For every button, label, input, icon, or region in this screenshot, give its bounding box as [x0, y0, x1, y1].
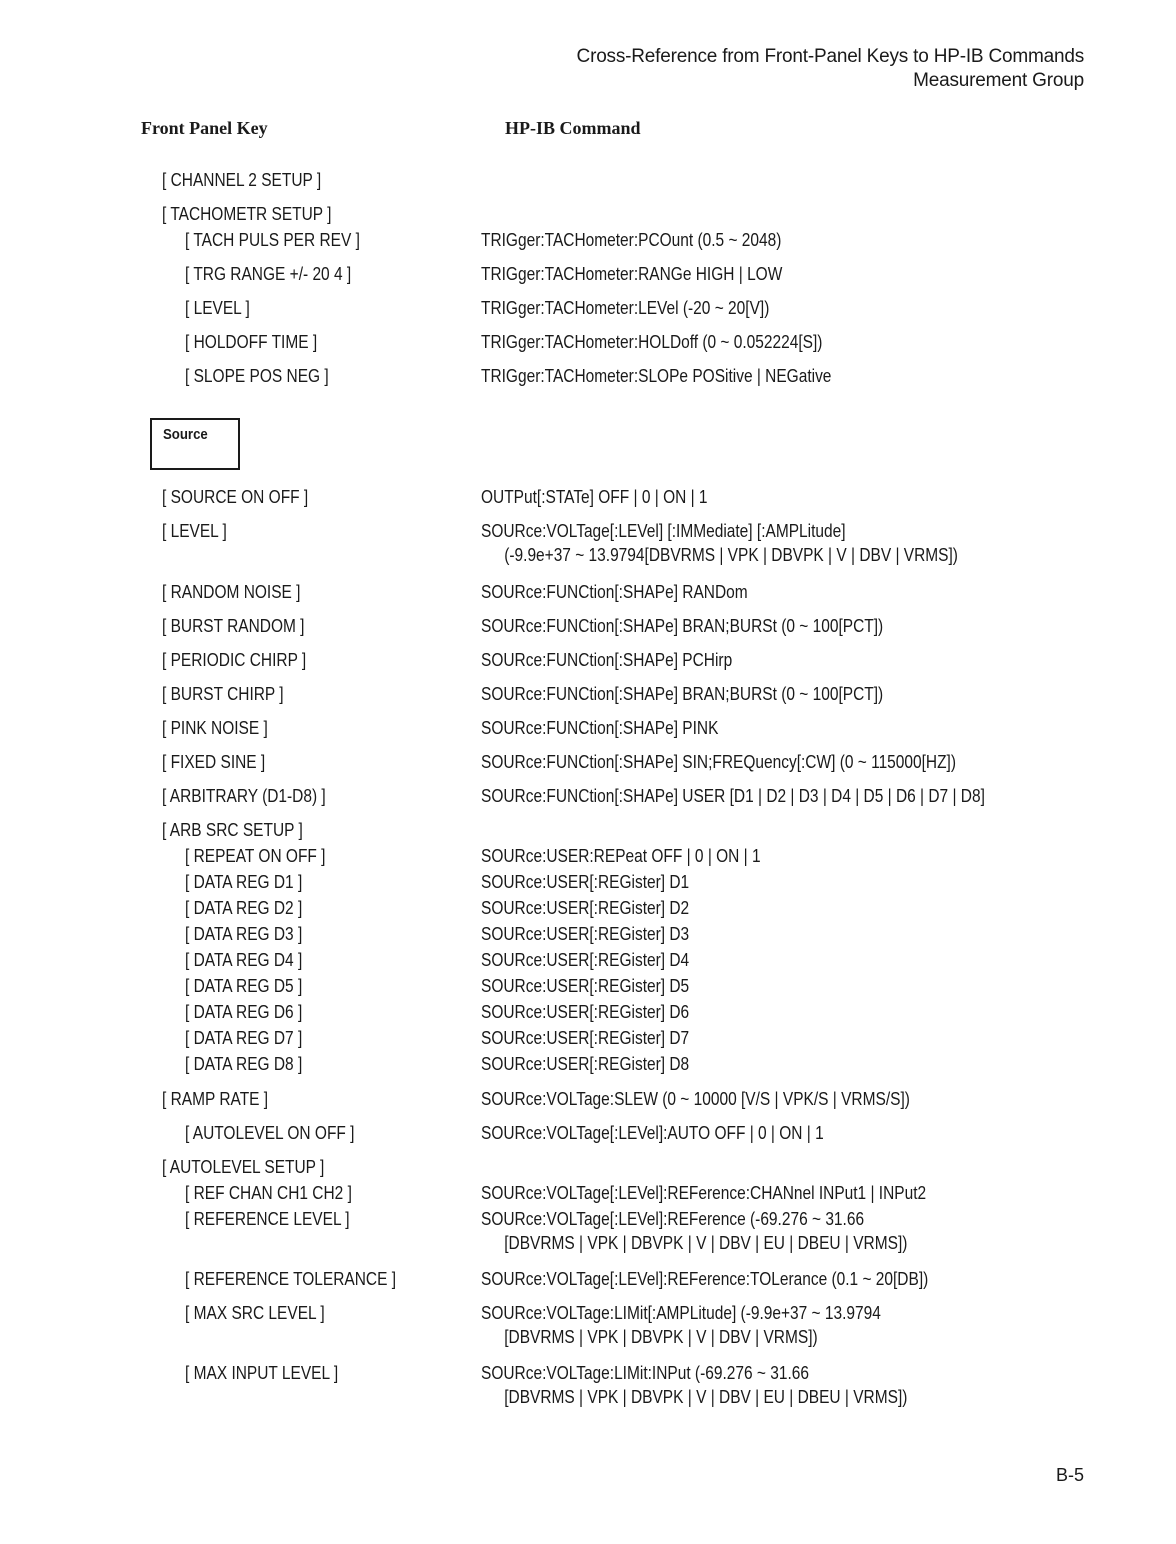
front-panel-key: [ AUTOLEVEL SETUP ] — [162, 1157, 325, 1177]
hpib-command: SOURce:FUNCtion[:SHAPe] BRAN;BURSt (0 ~ 100[PCT]) — [481, 616, 884, 636]
hpib-command: SOURce:USER[:REGister] D2 — [481, 898, 690, 918]
hpib-command: SOURce:FUNCtion[:SHAPe] PCHirp — [481, 650, 733, 670]
front-panel-key: [ DATA REG D7 ] — [185, 1028, 303, 1048]
front-panel-key: [ MAX INPUT LEVEL ] — [185, 1363, 339, 1383]
hpib-command: TRIGger:TACHometer:PCOunt (0.5 ~ 2048) — [481, 230, 782, 250]
hpib-command: SOURce:FUNCtion[:SHAPe] BRAN;BURSt (0 ~ 100[PCT]) — [481, 684, 884, 704]
column-header-hpib-command: HP-IB Command — [505, 118, 641, 138]
front-panel-key: [ LEVEL ] — [185, 298, 250, 318]
column-header-front-panel-key: Front Panel Key — [141, 118, 268, 138]
hpib-command-continuation: (-9.9e+37 ~ 13.9794[DBVRMS | VPK | DBVPK | V | DBV | VRMS]) — [504, 545, 958, 565]
front-panel-key: [ ARBITRARY (D1-D8) ] — [162, 786, 326, 806]
front-panel-key: [ DATA REG D8 ] — [185, 1054, 303, 1074]
header-title: Cross-Reference from Front-Panel Keys to HP-IB Commands — [576, 46, 1084, 67]
hpib-command: SOURce:FUNCtion[:SHAPe] PINK — [481, 718, 719, 738]
hpib-command: SOURce:VOLTage[:LEVel]:AUTO OFF | 0 | ON | 1 — [481, 1123, 824, 1143]
hpib-command — [481, 1361, 907, 1409]
front-panel-key: [ PERIODIC CHIRP ] — [162, 650, 307, 670]
hpib-command: SOURce:VOLTage[:LEVel]:REFerence:TOLerance (0.1 ~ 20[DB]) — [481, 1269, 929, 1289]
hpib-command-continuation: [DBVRMS | VPK | DBVPK | V | DBV | VRMS]) — [504, 1327, 818, 1347]
hpib-command-line: SOURce:VOLTage:LIMit[:AMPLitude] (-9.9e+37 ~ 13.9794 — [481, 1303, 881, 1323]
front-panel-key: [ HOLDOFF TIME ] — [185, 332, 318, 352]
hpib-command: SOURce:USER[:REGister] D7 — [481, 1028, 690, 1048]
hpib-command — [481, 519, 958, 567]
hpib-command: TRIGger:TACHometer:HOLDoff (0 ~ 0.052224[S]) — [481, 332, 823, 352]
front-panel-key: [ PINK NOISE ] — [162, 718, 268, 738]
hpib-command-line: SOURce:VOLTage:LIMit:INPut (-69.276 ~ 31.66 — [481, 1363, 809, 1383]
source-hardkey-label: Source — [163, 426, 208, 443]
hpib-command: TRIGger:TACHometer:RANGe HIGH | LOW — [481, 264, 783, 284]
page-header — [577, 45, 1084, 93]
hpib-command: SOURce:USER:REPeat OFF | 0 | ON | 1 — [481, 846, 761, 866]
front-panel-key: [ DATA REG D5 ] — [185, 976, 303, 996]
front-panel-key: [ DATA REG D1 ] — [185, 872, 303, 892]
front-panel-key: [ REFERENCE TOLERANCE ] — [185, 1269, 397, 1289]
front-panel-key: [ DATA REG D4 ] — [185, 950, 303, 970]
hpib-command: SOURce:USER[:REGister] D4 — [481, 950, 690, 970]
hpib-command — [481, 1207, 907, 1255]
front-panel-key: [ DATA REG D2 ] — [185, 898, 303, 918]
hpib-command: TRIGger:TACHometer:SLOPe POSitive | NEGative — [481, 366, 832, 386]
hpib-command: SOURce:FUNCtion[:SHAPe] RANDom — [481, 582, 748, 602]
hpib-command: SOURce:VOLTage:SLEW (0 ~ 10000 [V/S | VPK/S | VRMS/S]) — [481, 1089, 910, 1109]
hpib-command-continuation: [DBVRMS | VPK | DBVPK | V | DBV | EU | DBEU | VRMS]) — [504, 1387, 908, 1407]
source-hardkey-box — [150, 418, 240, 470]
front-panel-key: [ RANDOM NOISE ] — [162, 582, 301, 602]
front-panel-key: [ LEVEL ] — [162, 521, 227, 541]
hpib-command — [481, 1301, 881, 1349]
front-panel-key: [ BURST CHIRP ] — [162, 684, 284, 704]
front-panel-key: [ RAMP RATE ] — [162, 1089, 269, 1109]
hpib-command: SOURce:USER[:REGister] D1 — [481, 872, 690, 892]
hpib-command-continuation: [DBVRMS | VPK | DBVPK | V | DBV | EU | DBEU | VRMS]) — [504, 1233, 908, 1253]
front-panel-key: [ TRG RANGE +/- 20 4 ] — [185, 264, 352, 284]
front-panel-key: [ ARB SRC SETUP ] — [162, 820, 303, 840]
front-panel-key: [ SOURCE ON OFF ] — [162, 487, 309, 507]
front-panel-key: [ DATA REG D6 ] — [185, 1002, 303, 1022]
front-panel-key: [ CHANNEL 2 SETUP ] — [162, 170, 322, 190]
front-panel-key: [ REFERENCE LEVEL ] — [185, 1209, 350, 1229]
front-panel-key: [ REF CHAN CH1 CH2 ] — [185, 1183, 352, 1203]
hpib-command: SOURce:FUNCtion[:SHAPe] USER [D1 | D2 | D3 | D4 | D5 | D6 | D7 | D8] — [481, 786, 985, 806]
hpib-command-line: SOURce:VOLTage[:LEVel] [:IMMediate] [:AMPLitude] — [481, 521, 846, 541]
front-panel-key: [ TACHOMETR SETUP ] — [162, 204, 332, 224]
front-panel-key: [ TACH PULS PER REV ] — [185, 230, 360, 250]
front-panel-key: [ BURST RANDOM ] — [162, 616, 305, 636]
hpib-command: SOURce:VOLTage[:LEVel]:REFerence:CHANnel INPut1 | INPut2 — [481, 1183, 927, 1203]
front-panel-key: [ DATA REG D3 ] — [185, 924, 303, 944]
page-number: B-5 — [1055, 1465, 1084, 1485]
hpib-command: SOURce:USER[:REGister] D5 — [481, 976, 690, 996]
front-panel-key: [ REPEAT ON OFF ] — [185, 846, 326, 866]
header-subtitle: Measurement Group — [913, 70, 1084, 91]
front-panel-key: [ FIXED SINE ] — [162, 752, 266, 772]
front-panel-key: [ SLOPE POS NEG ] — [185, 366, 329, 386]
hpib-command-line: SOURce:VOLTage[:LEVel]:REFerence (-69.276 ~ 31.66 — [481, 1209, 865, 1229]
hpib-command: TRIGger:TACHometer:LEVel (-20 ~ 20[V]) — [481, 298, 770, 318]
front-panel-key: [ AUTOLEVEL ON OFF ] — [185, 1123, 355, 1143]
front-panel-key: [ MAX SRC LEVEL ] — [185, 1303, 325, 1323]
hpib-command: SOURce:USER[:REGister] D3 — [481, 924, 690, 944]
hpib-command: OUTPut[:STATe] OFF | 0 | ON | 1 — [481, 487, 708, 507]
hpib-command: SOURce:USER[:REGister] D8 — [481, 1054, 690, 1074]
hpib-command: SOURce:USER[:REGister] D6 — [481, 1002, 690, 1022]
hpib-command: SOURce:FUNCtion[:SHAPe] SIN;FREQuency[:CW] (0 ~ 115000[HZ]) — [481, 752, 957, 772]
